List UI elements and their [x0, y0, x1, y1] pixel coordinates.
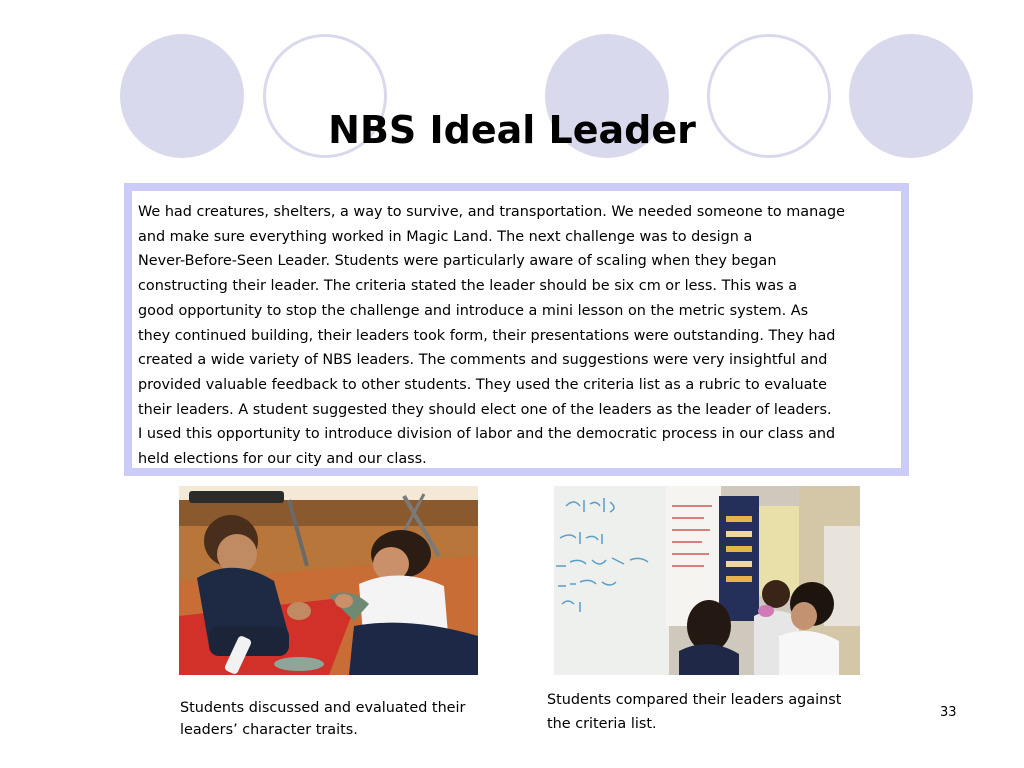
classroom-photo-students-floor [179, 486, 478, 675]
page-number: 33 [940, 705, 957, 720]
body-text-box [124, 183, 909, 476]
body-line: their leaders. A student suggested they should elect one of the leaders as the leader of leaders. [138, 401, 832, 418]
body-line: held elections for our city and our class. [138, 451, 427, 468]
body-line: I used this opportunity to introduce division of labor and the democratic process in our class and [138, 426, 836, 443]
caption-line: Students discussed and evaluated their [180, 700, 466, 716]
body-line: created a wide variety of NBS leaders. The comments and suggestions were very insightful and [138, 352, 828, 369]
body-line: Never-Before-Seen Leader. Students were particularly aware of scaling when they began [138, 253, 777, 270]
body-text [132, 191, 901, 468]
body-line: and make sure everything worked in Magic Land. The next challenge was to design a [138, 228, 753, 245]
body-line: good opportunity to stop the challenge and introduce a mini lesson on the metric system. As [138, 302, 809, 319]
caption-line: Students compared their leaders against [547, 692, 842, 708]
body-line: constructing their leader. The criteria stated the leader should be six cm or less. This was a [138, 278, 798, 295]
slide-title: NBS Ideal Leader [328, 108, 696, 152]
body-line: We had creatures, shelters, a way to survive, and transportation. We needed someone to manage [138, 204, 846, 220]
photo-illustration [554, 486, 860, 675]
body-line: provided valuable feedback to other students. They used the criteria list as a rubric to evaluate [138, 376, 827, 393]
caption-line: leaders’ character traits. [180, 722, 358, 738]
caption-left [180, 697, 465, 741]
caption-line: the criteria list. [547, 716, 657, 732]
body-line: they continued building, their leaders took form, their presentations were outstanding. They had [138, 327, 836, 344]
caption-right [547, 688, 841, 736]
classroom-photo-whiteboard [554, 486, 860, 675]
photo-illustration [179, 486, 478, 675]
